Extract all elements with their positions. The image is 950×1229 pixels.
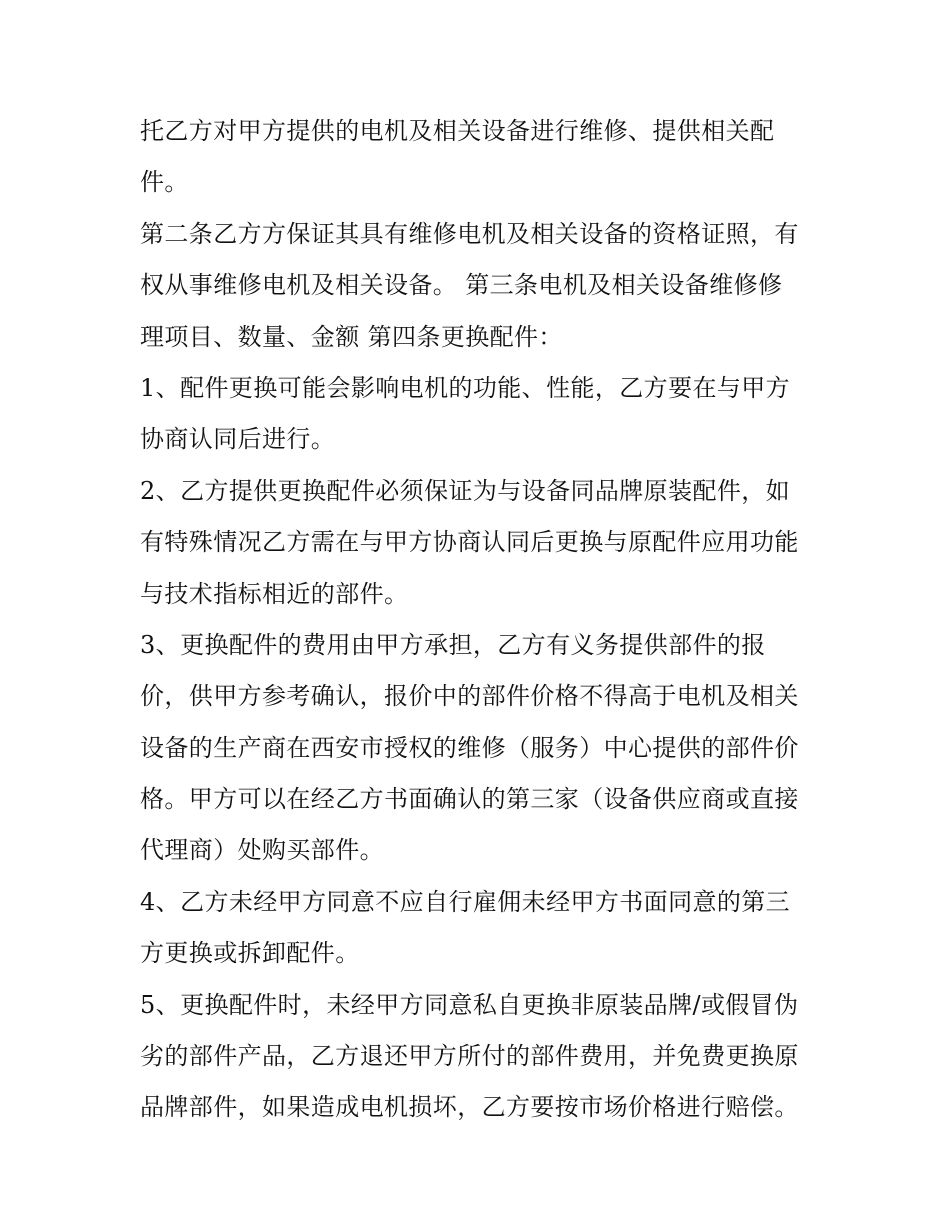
text-line: 第二条乙方方保证其具有维修电机及相关设备的资格证照，有 [140,219,799,248]
text-line: 托乙方对甲方提供的电机及相关设备进行维修、提供相关配 [140,117,775,145]
document-body [140,106,820,1134]
text-line: 协商认同后进行。 [140,425,336,454]
text-line: 5、更换配件时，未经甲方同意私自更换非原装品牌/或假冒伪 [140,990,799,1019]
text-line: 代理商）处购买部件。 [140,836,384,865]
text-line: 有特殊情况乙方需在与甲方协商认同后更换与原配件应用功能 [140,528,799,557]
text-line: 权从事维修电机及相关设备。 第三条电机及相关设备维修修 [140,271,783,300]
text-line: 件。 [140,168,189,197]
text-line: 4、乙方未经甲方同意不应自行雇佣未经甲方书面同意的第三 [140,887,791,916]
text-line: 格。甲方可以在经乙方书面确认的第三家（设备供应商或直接 [140,785,799,814]
text-line: 劣的部件产品，乙方退还甲方所付的部件费用，并免费更换原 [140,1042,799,1071]
text-line: 价，供甲方参考确认，报价中的部件价格不得高于电机及相关 [140,682,799,711]
text-line: 2、乙方提供更换配件必须保证为与设备同品牌原装配件，如 [140,476,791,505]
text-line: 理项目、数量、金额 第四条更换配件： [140,322,563,351]
text-line: 与技术指标相近的部件。 [140,579,409,608]
text-line: 3、更换配件的费用由甲方承担，乙方有义务提供部件的报 [140,630,766,659]
text-line: 品牌部件，如果造成电机损坏，乙方要按市场价格进行赔偿。 [140,1093,799,1122]
text-line: 1、配件更换可能会影响电机的功能、性能，乙方要在与甲方 [140,373,791,402]
text-line: 设备的生产商在西安市授权的维修（服务）中心提供的部件价 [140,733,799,762]
text-line: 方更换或拆卸配件。 [140,939,360,968]
